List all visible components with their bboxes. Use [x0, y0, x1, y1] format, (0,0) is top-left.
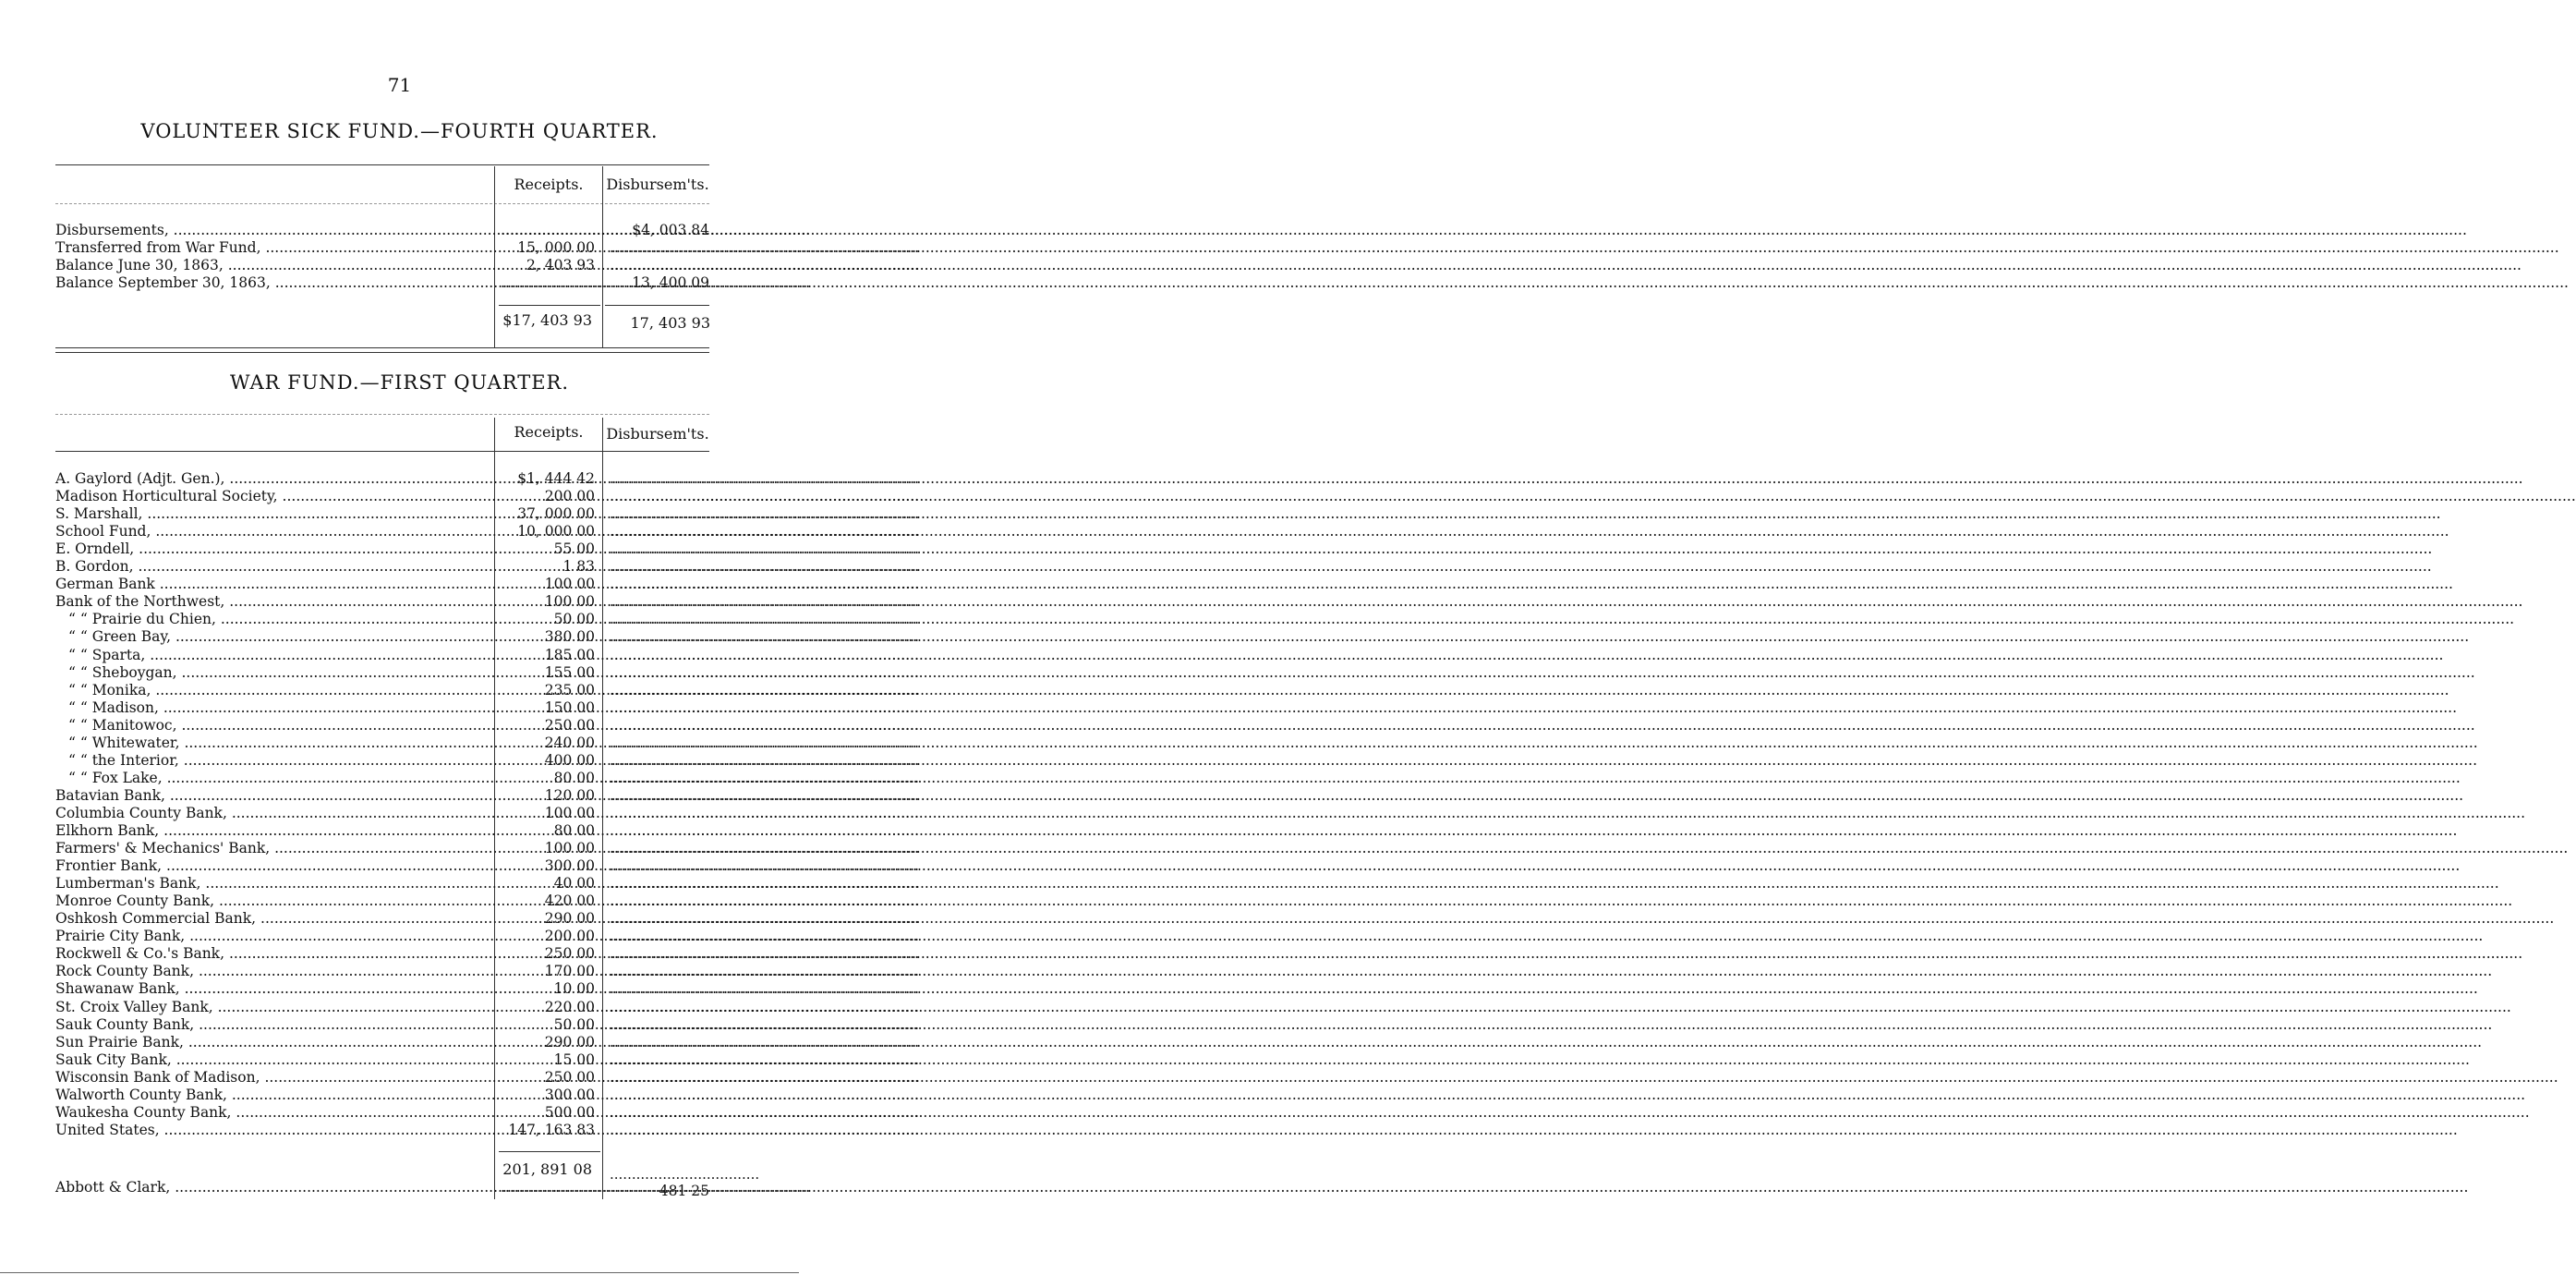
row-disbursement: [605, 682, 709, 699]
table-row: [55, 505, 711, 523]
row-label: Farmers' & Mechanics' Bank, .....: [55, 840, 493, 857]
row-disbursement: [605, 770, 709, 787]
row-label: Sauk City Bank, .....: [55, 1051, 493, 1069]
table-row: [55, 717, 711, 735]
row-disbursement: [605, 963, 709, 980]
row-label: A. Gaylord (Adjt. Gen.), .....: [55, 470, 493, 488]
row-label: Transferred from War Fund, .....: [55, 239, 493, 257]
table-row: [55, 999, 711, 1016]
row-label: “ “ Sparta, .....: [55, 647, 506, 664]
table-row: [55, 875, 711, 892]
row-disbursement: [605, 910, 709, 928]
row-receipt: 80 00: [553, 822, 595, 839]
row-label: “ “ Green Bay, .....: [55, 628, 506, 646]
row-label: Rockwell & Co.'s Bank, .....: [55, 945, 493, 963]
row-disbursement: [605, 488, 709, 505]
row-disbursement: [605, 699, 709, 717]
row-receipt: 80 00: [553, 769, 595, 786]
row-receipt: 50 00: [553, 611, 595, 628]
row-receipt: 300 00: [544, 1086, 595, 1103]
row-disbursement: [605, 787, 709, 805]
table-row: [55, 910, 711, 928]
row-label: B. Gordon, .....: [55, 558, 493, 576]
row-label: “ “ Manitowoc, .....: [55, 717, 506, 735]
row-label: Oshkosh Commercial Bank, .....: [55, 910, 493, 928]
page-number: 71: [387, 74, 412, 96]
row-disbursement: [605, 505, 709, 523]
sum-rule: [499, 305, 600, 306]
row-disbursement: [605, 1104, 709, 1122]
row-disbursement: [605, 593, 709, 611]
table-row: [55, 735, 711, 752]
row-label: Madison Horticultural Society, .....: [55, 488, 493, 505]
row-disbursement: [605, 892, 709, 910]
row-label: German Bank .....: [55, 576, 493, 593]
row-label: Columbia County Bank, .....: [55, 805, 493, 822]
row-receipt: 100 00: [544, 840, 595, 857]
row-label: Monroe County Bank, .....: [55, 892, 493, 910]
row-receipt: 10, 000 00: [517, 523, 595, 540]
receipts-header: Receipts.: [514, 423, 584, 441]
row-label: Prairie City Bank, .....: [55, 928, 493, 945]
row-disbursement: [605, 717, 709, 735]
table-row: [55, 1034, 711, 1051]
row-receipt: 37, 000 00: [517, 505, 595, 523]
table-row: [55, 963, 711, 980]
table-row: [55, 857, 711, 875]
double-rule: [55, 347, 709, 348]
table-row: [55, 470, 711, 488]
table-row: [55, 770, 711, 787]
row-receipt: 250 00: [544, 1068, 595, 1086]
section-title-war-fund: WAR FUND.—FIRST QUARTER.: [229, 371, 570, 394]
row-receipt: $1, 444 42: [517, 470, 595, 487]
total-disbursements: 17, 403 93: [630, 314, 710, 332]
row-label: “ “ the Interior, .....: [55, 752, 506, 770]
row-receipt: 147, 163 83: [508, 1121, 595, 1138]
table-row: [55, 257, 711, 274]
row-disbursement: [605, 840, 709, 857]
row-label: “ “ Whitewater, .....: [55, 735, 506, 752]
table-row: [55, 682, 711, 699]
row-disbursement: [605, 1034, 709, 1051]
table-row: [55, 239, 711, 257]
row-receipt: 300 00: [544, 857, 595, 875]
row-disbursement: [605, 875, 709, 892]
row-disbursement: [605, 805, 709, 822]
row-receipt: 420 00: [544, 892, 595, 910]
row-receipt: 100 00: [544, 804, 595, 821]
row-disbursement: [605, 752, 709, 770]
row-receipt: 500 00: [544, 1103, 595, 1121]
table-row: [55, 928, 711, 945]
row-disbursement: [605, 999, 709, 1016]
row-receipt: 155 00: [544, 663, 595, 681]
row-receipt: 235 00: [544, 681, 595, 698]
row-receipt: 250 00: [544, 945, 595, 963]
row-disbursement: [605, 1069, 709, 1087]
table-row: [55, 576, 711, 593]
row-receipt: 200 00: [544, 928, 595, 945]
row-disbursement: [605, 611, 709, 628]
rule: [55, 414, 709, 415]
row-disbursement: [605, 257, 709, 274]
page-edge: [0, 1272, 799, 1273]
row-label: Elkhorn Bank, .....: [55, 822, 493, 840]
table-row: [55, 523, 711, 540]
row-receipt: 50 00: [553, 1015, 595, 1033]
table-row: [55, 593, 711, 611]
total-receipts: $17, 403 93: [502, 311, 592, 329]
sum-rule: [499, 1151, 600, 1152]
row-disbursement: [605, 735, 709, 752]
row-receipt: 15, 000 00: [517, 239, 595, 256]
rule: [55, 451, 709, 452]
row-label: Rock County Bank, .....: [55, 963, 493, 980]
table-row: [55, 540, 711, 558]
table-row: [55, 611, 711, 628]
row-label: Balance June 30, 1863, .....: [55, 257, 493, 274]
row-receipt: 380 00: [544, 628, 595, 646]
row-label: St. Croix Valley Bank, .....: [55, 999, 493, 1016]
row-receipt: 10 00: [553, 980, 595, 998]
row-label: Balance September 30, 1863, .....: [55, 274, 493, 292]
row-label: Sauk County Bank, .....: [55, 1016, 493, 1034]
receipts-header: Receipts.: [514, 176, 584, 193]
row-label: Batavian Bank, .....: [55, 787, 493, 805]
row-disbursement: [605, 1087, 709, 1104]
row-receipt: 400 00: [544, 751, 595, 769]
row-receipt: 290 00: [544, 1033, 595, 1050]
row-receipt: 220 00: [544, 998, 595, 1015]
row-disbursement: [605, 540, 709, 558]
row-disbursement: [605, 945, 709, 963]
row-label: Shawanaw Bank, .....: [55, 980, 493, 998]
table-row: [55, 805, 711, 822]
row-label: “ “ Fox Lake, .....: [55, 770, 506, 787]
table-row: [55, 752, 711, 770]
table-row: [55, 664, 711, 682]
sum-rule: [605, 305, 709, 306]
table-row: [55, 1087, 711, 1104]
row-disbursement: [605, 576, 709, 593]
double-rule: [55, 352, 709, 353]
row-receipt: 170 00: [544, 963, 595, 980]
row-receipt: 100 00: [544, 576, 595, 593]
table-row: [55, 1051, 711, 1069]
row-label: Walworth County Bank, .....: [55, 1087, 493, 1104]
row-receipt: 2, 403 93: [526, 257, 595, 273]
row-label: Wisconsin Bank of Madison, .....: [55, 1069, 493, 1087]
table-row: [55, 892, 711, 910]
row-label: E. Orndell, .....: [55, 540, 493, 558]
table-row: [55, 647, 711, 664]
row-disbursement: [605, 239, 709, 257]
table-row: [55, 1122, 711, 1139]
row-receipt: 1 83: [562, 558, 595, 576]
table-row: [55, 558, 711, 576]
row-label: Bank of the Northwest, .....: [55, 593, 493, 611]
table-row: [55, 945, 711, 963]
row-receipt: 120 00: [544, 786, 595, 804]
row-disbursement: [605, 1051, 709, 1069]
table-row: [55, 222, 711, 239]
table-row: [55, 1016, 711, 1034]
row-disbursement: [605, 928, 709, 945]
row-disbursement: $4, 003 84: [632, 222, 709, 238]
row-disbursement: [605, 523, 709, 540]
row-label: Waukesha County Bank, .....: [55, 1104, 493, 1122]
table-row: [55, 822, 711, 840]
row-receipt: [497, 222, 595, 239]
row-receipt: 290 00: [544, 910, 595, 928]
row-receipt: 15 00: [553, 1050, 595, 1068]
row-receipt: [497, 1179, 595, 1196]
row-disbursement: [605, 857, 709, 875]
row-label: Abbott & Clark, .....: [55, 1179, 493, 1196]
row-disbursement: [605, 822, 709, 840]
row-label: Disbursements, .....: [55, 222, 493, 239]
row-disbursement: [605, 1122, 709, 1139]
row-label: Frontier Bank, .....: [55, 857, 493, 875]
row-disbursement: [605, 558, 709, 576]
subtotal-receipts: 201, 891 08: [502, 1160, 592, 1178]
row-label: “ “ Sheboygan, .....: [55, 664, 506, 682]
section-title-volunteer-sick-fund: VOLUNTEER SICK FUND.—FOURTH QUARTER.: [140, 120, 659, 142]
table-row: [55, 840, 711, 857]
row-label: School Fund, .....: [55, 523, 493, 540]
table-row: [55, 274, 711, 292]
table-row: [55, 787, 711, 805]
row-label: Lumberman's Bank, .....: [55, 875, 493, 892]
row-disbursement: [605, 470, 709, 488]
rule: [55, 164, 709, 165]
table-row: [55, 1069, 711, 1087]
row-disbursement: [605, 1016, 709, 1034]
row-label: “ “ Monika, .....: [55, 682, 506, 699]
row-receipt: 250 00: [544, 716, 595, 734]
disbursements-header: Disbursem'ts.: [606, 176, 709, 193]
rule: [55, 203, 709, 204]
table-row: [55, 980, 711, 998]
row-receipt: 200 00: [544, 488, 595, 505]
row-label: S. Marshall, .....: [55, 505, 493, 523]
row-label: Sun Prairie Bank, .....: [55, 1034, 493, 1051]
table-row: [55, 1104, 711, 1122]
row-receipt: 150 00: [544, 698, 595, 716]
row-receipt: 55 00: [553, 540, 595, 558]
row-receipt: 240 00: [544, 734, 595, 751]
row-label: “ “ Prairie du Chien, .....: [55, 611, 506, 628]
row-receipt: 100 00: [544, 593, 595, 611]
table-row: [55, 628, 711, 646]
dotted-leader: ..................................: [610, 1166, 760, 1183]
row-disbursement: [605, 980, 709, 998]
row-disbursement: 481 25: [659, 1183, 709, 1199]
row-receipt: 185 00: [544, 646, 595, 663]
row-label: United States, .....: [55, 1122, 493, 1139]
row-disbursement: [605, 647, 709, 664]
row-disbursement: [605, 664, 709, 682]
row-receipt: 40 00: [553, 875, 595, 892]
row-receipt: [497, 274, 595, 292]
row-label: “ “ Madison, .....: [55, 699, 506, 717]
row-disbursement: [605, 628, 709, 646]
table-row: [55, 488, 711, 505]
row-disbursement: 13, 400 09: [632, 274, 709, 291]
table-row: [55, 699, 711, 717]
disbursements-header: Disbursem'ts.: [606, 425, 709, 443]
